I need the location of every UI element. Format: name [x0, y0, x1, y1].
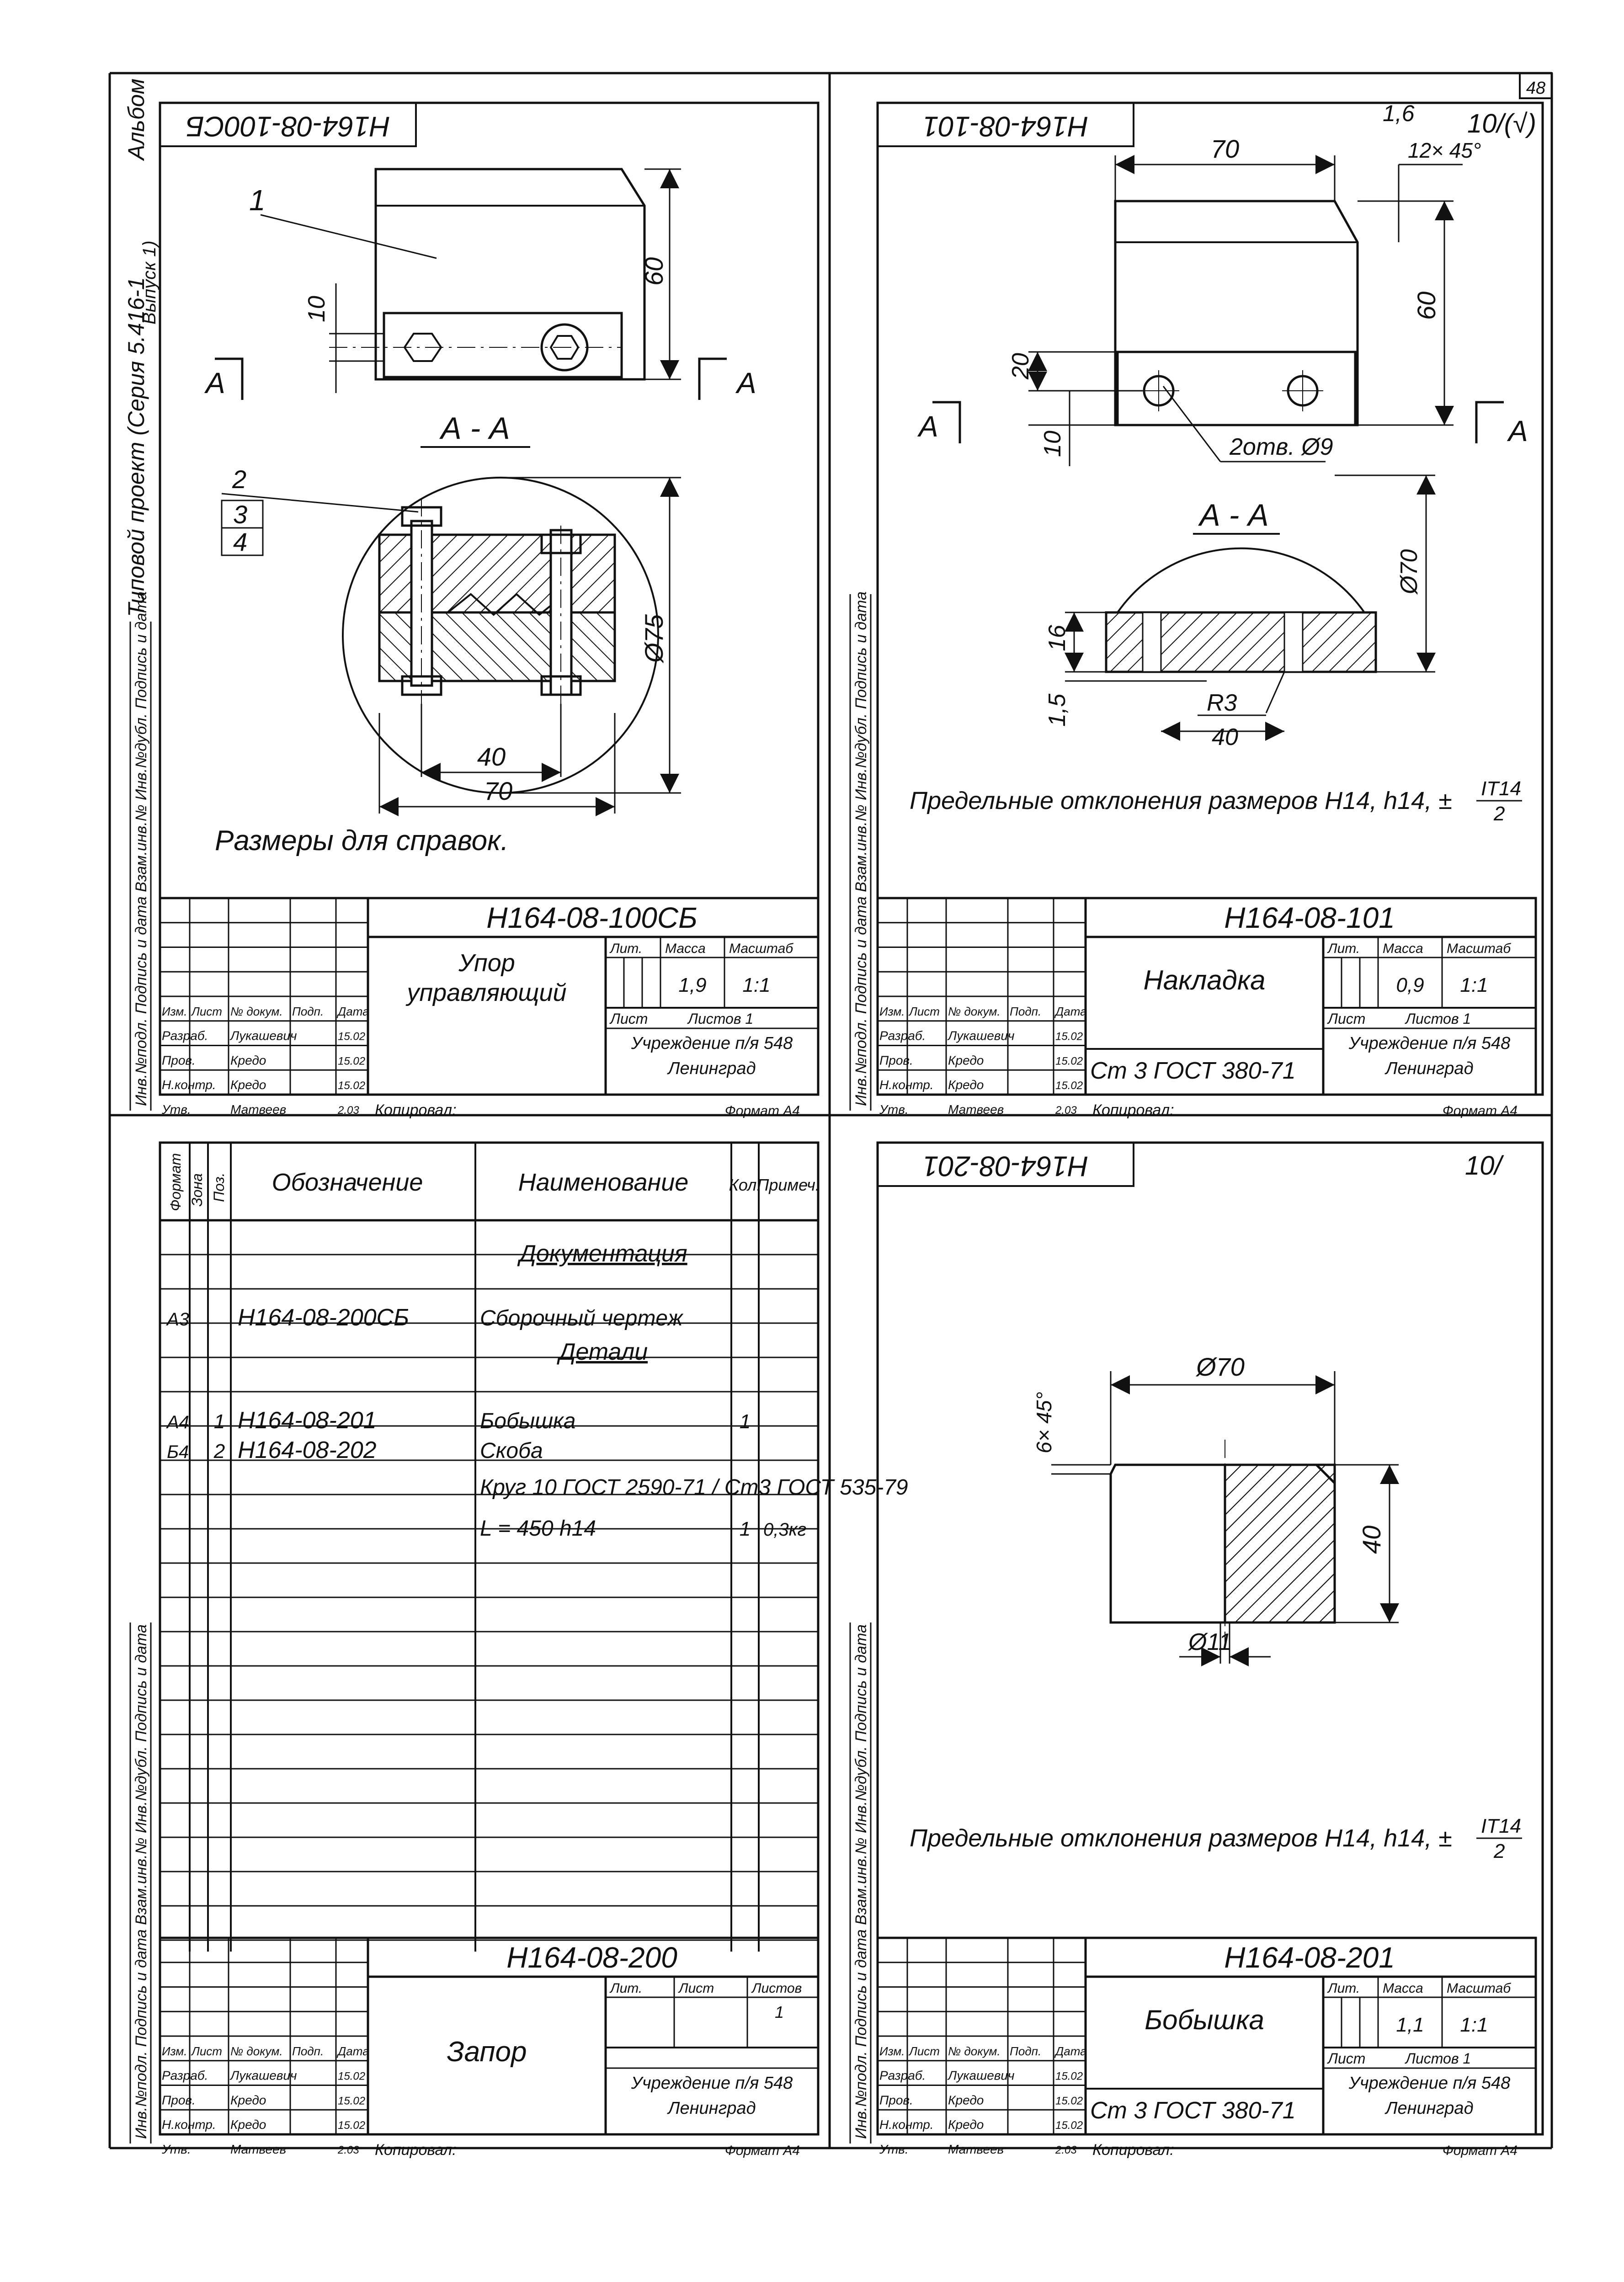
spec-hdr-format: Формат: [167, 1153, 184, 1211]
spec-row: [166, 1304, 684, 1331]
tolerance-note-den-101: 2: [1494, 803, 1505, 825]
tb-role-date: 2.03: [338, 1104, 359, 1117]
dim-70-101: 70: [1210, 134, 1240, 163]
spec-cell-format: Б4: [167, 1442, 189, 1462]
tb-scale: 1:1: [1460, 2014, 1488, 2036]
tb-name: Упор: [458, 949, 515, 977]
tb-hdr-label: № докум.: [948, 2044, 1001, 2058]
spec-table: [160, 1143, 908, 1952]
title-block-201: [878, 1938, 1536, 2159]
tb-role: Пров.: [162, 2093, 196, 2107]
tb-city: Ленинград: [1385, 2099, 1474, 2118]
spec-cell-designation: Н164-08-202: [238, 1437, 377, 1463]
tb-hdr-label: Подп.: [1010, 1004, 1042, 1018]
tb-role: Н.контр.: [162, 2117, 216, 2132]
side-strip-bottom-left: [130, 1622, 151, 2144]
tb-city: Ленинград: [668, 2099, 756, 2118]
dim-16-101: 16: [1044, 625, 1070, 651]
tb-sheet: Лист: [1328, 2050, 1366, 2067]
tb-role-name: Кредо: [230, 2117, 266, 2132]
tb-role-name: Лукашевич: [948, 2068, 1015, 2083]
leader-3-100: 3: [233, 500, 248, 529]
tb-sheet: Лист: [1328, 1011, 1366, 1027]
tb-hdr-label: Лист: [192, 1004, 222, 1018]
corner-stamp-code-201: Н164-08-201: [923, 1150, 1088, 1182]
spec-cell-pos: 2: [213, 1440, 225, 1463]
dim-40-101: 40: [1212, 724, 1238, 750]
spec-cell-name: Документация: [519, 1240, 687, 1267]
tb-role-date: 15.02: [1055, 1055, 1083, 1068]
tb-material: Ст 3 ГОСТ 380-71: [1090, 1058, 1296, 1084]
tb-name: Запор: [447, 2036, 527, 2068]
section-view-101: [1044, 475, 1435, 750]
spec-rows: [166, 1240, 908, 1541]
tb-role: Утв.: [162, 1102, 191, 1117]
tb-lit-hdr: Лит.: [610, 1981, 643, 1996]
spec-cell-qty: 1: [739, 1518, 751, 1540]
leader-2-100: 2: [232, 465, 247, 494]
spec-row: [557, 1339, 648, 1365]
tb-code: Н164-08-101: [1224, 901, 1395, 934]
spec-row: [167, 1437, 543, 1463]
tb-copied: Копировал:: [375, 1101, 457, 1119]
spec-cell-note: 0,3кг: [763, 1520, 807, 1540]
tb-role-name: Кредо: [948, 2093, 984, 2107]
tb-org: Учреждение п/я 548: [1348, 2074, 1511, 2093]
tb-role-name: Кредо: [230, 2093, 266, 2107]
spec-cell-designation: Н164-08-201: [238, 1407, 377, 1434]
dim-d75-100: Ø75: [639, 614, 668, 663]
tb-lit-hdr: Лит.: [1328, 1981, 1360, 1996]
tolerance-note-num-101: IT14: [1481, 777, 1522, 800]
tb-role: Н.контр.: [879, 1078, 934, 1092]
tb-role-date: 15.02: [338, 1055, 366, 1068]
tb-hdr-label: № докум.: [230, 1004, 283, 1018]
tb-hdr-label: № докум.: [948, 1004, 1001, 1018]
tb-role-date: 15.02: [1055, 2070, 1083, 2083]
tb-hdr-label: Изм.: [162, 2044, 187, 2058]
title-block-200: [160, 1938, 818, 2159]
tolerance-note-101: [910, 777, 1522, 825]
spec-cell-format: А4: [167, 1412, 189, 1432]
tb-sheets-count: 1: [774, 2003, 784, 2021]
chamfer-201: 6× 45°: [1032, 1392, 1056, 1453]
tb-hdr-label: Изм.: [879, 2044, 905, 2058]
side-strip-text-top-left: Инв.№подл. Подпись и дата Взам.инв.№ Инв.№дубл. Подпись и дата: [133, 591, 150, 1106]
tb-role: Н.контр.: [162, 1078, 216, 1092]
tb-role: Утв.: [879, 1102, 909, 1117]
leader-1-100: 1: [249, 184, 266, 217]
spec-hdr-zone: Зона: [189, 1173, 205, 1207]
tb-scale-hdr: Масштаб: [729, 941, 793, 956]
tb-mass: 1,1: [1396, 2014, 1424, 2036]
tb-scale-hdr: Масштаб: [1447, 941, 1511, 956]
title-block-101: [878, 898, 1536, 1119]
dim-40-201: 40: [1357, 1525, 1386, 1554]
roughness-symbol-101: 10/(√): [1467, 109, 1537, 138]
tb-copied: Копировал:: [1092, 2141, 1174, 2159]
corner-stamp-code-101: Н164-08-101: [923, 110, 1088, 142]
dim-70-100: 70: [484, 777, 513, 805]
spec-cell-name: Сборочный чертеж: [480, 1306, 683, 1330]
tb-role: Разраб.: [879, 2068, 926, 2083]
sheet-101: [878, 101, 1543, 1095]
side-strip-text-bottom-right: Инв.№подл. Подпись и дата Взам.инв.№ Инв.№дубл. Подпись и дата: [852, 1624, 870, 2139]
tb-role: Пров.: [879, 1053, 913, 1068]
tb-role-date: 15.02: [1055, 1080, 1083, 1092]
dim-60-101: 60: [1412, 291, 1441, 320]
tb-mass: 0,9: [1396, 974, 1424, 996]
tb-copied: Копировал:: [1092, 1101, 1174, 1119]
tb-role-name: Лукашевич: [948, 1028, 1015, 1043]
spec-row: [166, 1407, 751, 1434]
holes-label-101: 2отв. Ø9: [1230, 434, 1333, 460]
roughness-value-101: 1,6: [1383, 101, 1415, 126]
tb-hdr-label: Подп.: [292, 1004, 324, 1018]
tb-role-date: 15.02: [338, 2095, 366, 2107]
corner-stamp-code-100: Н164-08-100СБ: [186, 110, 390, 142]
spec-cell-qty: 1: [739, 1410, 751, 1433]
side-strip-top-left: [130, 591, 151, 1111]
spec-cell-name: Круг 10 ГОСТ 2590-71 / Ст3 ГОСТ 535-79: [480, 1475, 908, 1500]
tb-code: Н164-08-200: [506, 1941, 677, 1974]
spec-cell-designation: Н164-08-200СБ: [238, 1304, 409, 1331]
tb-sheets: Листов 1: [1406, 2050, 1471, 2067]
spec-row: [517, 1240, 687, 1267]
dim-10-101: 10: [1039, 431, 1066, 457]
tb-role: Утв.: [162, 2142, 191, 2156]
tb-sheets: Листов 1: [1406, 1011, 1471, 1027]
corner-stamp-201: [878, 1143, 1134, 1186]
tb-hdr-label: Лист: [909, 1004, 940, 1018]
tb-role-date: 15.02: [338, 1080, 366, 1092]
tb-sheets-hdr: Листов: [752, 1981, 802, 1996]
tb-format: Формат А4: [724, 1103, 800, 1118]
dim-20-101: 20: [1007, 353, 1034, 379]
tb-role: Разраб.: [879, 1028, 926, 1043]
corner-stamp-101: [878, 103, 1134, 146]
tb-role: Утв.: [879, 2142, 909, 2156]
front-view-101: [917, 134, 1528, 466]
tb-role-date: 15.02: [1055, 1030, 1083, 1043]
tb-role-date: 15.02: [338, 2119, 366, 2132]
sheet-201: [878, 1143, 1543, 2134]
side-strip-bottom-right: [850, 1622, 871, 2144]
section-mark-right-100: А: [737, 367, 756, 399]
album-issue-text: Выпуск 1): [139, 240, 160, 324]
tb-role-date: 2.03: [1055, 1104, 1077, 1117]
spec-cell-pos: 1: [213, 1410, 225, 1433]
tb-role: Н.контр.: [879, 2117, 934, 2132]
corner-stamp-100: [160, 103, 416, 146]
spec-hdr-qty: Кол.: [729, 1176, 761, 1194]
dim-1-5-101: 1,5: [1044, 693, 1070, 727]
roughness-symbol-201: 10/: [1465, 1151, 1502, 1181]
front-view-100: [204, 169, 756, 400]
tb-role: Пров.: [879, 2093, 913, 2107]
section-view-100: [222, 411, 681, 814]
sheet-100: [160, 103, 818, 1095]
tolerance-note-den-201: 2: [1494, 1840, 1505, 1862]
spec-hdr-pos: Поз.: [211, 1172, 227, 1202]
dim-d70-201: Ø70: [1196, 1352, 1245, 1381]
tb-role: Пров.: [162, 1053, 196, 1068]
section-title-101: А - А: [1199, 498, 1269, 532]
tb-role-name: Кредо: [948, 1078, 984, 1092]
spec-cell-name: L = 450 h14: [480, 1516, 596, 1541]
tb-hdr-label: Дата: [338, 2044, 369, 2058]
tb-role-name: Лукашевич: [230, 2068, 297, 2083]
note-100: Размеры для справок.: [215, 825, 509, 856]
tb-code: Н164-08-201: [1224, 1941, 1395, 1974]
tb-hdr-label: Дата: [1055, 2044, 1087, 2058]
tb-role-date: 2.03: [338, 2144, 359, 2156]
spec-cell-name: Детали: [559, 1339, 648, 1365]
spec-hdr-name: Наименование: [518, 1169, 689, 1196]
spec-row: [480, 1475, 908, 1500]
tb-role: Разраб.: [162, 1028, 208, 1043]
tb-format: Формат А4: [1442, 2143, 1518, 2158]
tb-role-name: Матвеев: [230, 1102, 287, 1117]
tb-hdr-label: Подп.: [292, 2044, 324, 2058]
tb-mass-hdr: Масса: [1383, 941, 1423, 956]
tb-lit-hdr: Лит.: [610, 941, 643, 956]
side-strip-top-right: [850, 591, 871, 1111]
side-strip-text-bottom-left: Инв.№подл. Подпись и дата Взам.инв.№ Инв.№дубл. Подпись и дата: [133, 1624, 150, 2139]
tb-hdr-label: № докум.: [230, 2044, 283, 2058]
section-mark-left-100: А: [206, 367, 225, 399]
roughness-101: [1383, 101, 1536, 138]
tolerance-note-201: [910, 1815, 1522, 1862]
spec-cell-format: А3: [167, 1309, 189, 1330]
album-series-text: Типовой проект (Серия 5.416-1: [123, 277, 149, 617]
tb-scale-hdr: Масштаб: [1447, 1981, 1511, 1996]
front-view-201: [1032, 1352, 1399, 1664]
page-number: 48: [1526, 79, 1546, 98]
tb-role-name: Матвеев: [230, 2142, 287, 2156]
leader-4-100: 4: [233, 527, 248, 556]
dim-d70-101: Ø70: [1396, 549, 1422, 594]
tb-role: Разраб.: [162, 2068, 208, 2083]
tb-role-name: Кредо: [230, 1078, 266, 1092]
tb-format: Формат А4: [724, 2143, 800, 2158]
tb-material: Ст 3 ГОСТ 380-71: [1090, 2097, 1296, 2124]
tb-sheet: Лист: [610, 1011, 648, 1027]
tb-role-date: 15.02: [338, 1030, 366, 1043]
tb-hdr-label: Дата: [1055, 1004, 1087, 1018]
tb-role-name: Лукашевич: [230, 1028, 297, 1043]
tb-role-date: 2.03: [1055, 2144, 1077, 2156]
dim-10-100: 10: [304, 296, 330, 322]
section-title-100: А - А: [441, 411, 510, 446]
album-name: Альбом: [123, 78, 149, 160]
album-label: [123, 79, 160, 617]
tb-role-name: Кредо: [230, 1053, 266, 1068]
tb-org: Учреждение п/я 548: [1348, 1034, 1511, 1053]
section-mark-right-101: А: [1508, 415, 1528, 447]
tolerance-note-text-201: Предельные отклонения размеров Н14, h14, ±: [910, 1825, 1452, 1852]
tb-sheet-hdr: Лист: [679, 1981, 714, 1996]
tb-role-date: 15.02: [338, 2070, 366, 2083]
tb-sheets: Листов 1: [688, 1011, 754, 1027]
tb-role-name: Кредо: [948, 1053, 984, 1068]
dim-d11-201: Ø11: [1188, 1629, 1232, 1655]
title-block-100: [160, 898, 818, 1119]
tb-role-date: 15.02: [1055, 2119, 1083, 2132]
dim-60-100: 60: [639, 257, 668, 286]
tb-name: Бобышка: [1145, 2005, 1264, 2035]
tb-role-name: Матвеев: [948, 1102, 1004, 1117]
tb-hdr-label: Дата: [338, 1004, 369, 1018]
tb-copied: Копировал:: [375, 2141, 457, 2159]
dim-40-100: 40: [477, 742, 506, 771]
dim-r3-101: R3: [1207, 690, 1237, 716]
tb-role-name: Матвеев: [948, 2142, 1004, 2156]
tb-hdr-label: Изм.: [879, 1004, 905, 1018]
tb-format: Формат А4: [1442, 1103, 1518, 1118]
spec-hdr-note: Примеч.: [757, 1176, 820, 1194]
tb-hdr-label: Лист: [192, 2044, 222, 2058]
spec-hdr-designation: Обозначение: [272, 1169, 423, 1196]
tb-hdr-label: Изм.: [162, 1004, 187, 1018]
tb-org: Учреждение п/я 548: [631, 2074, 793, 2093]
tb-name: Накладка: [1143, 965, 1266, 995]
section-mark-left-101: А: [919, 410, 938, 443]
tb-city: Ленинград: [668, 1059, 756, 1078]
tb-role-date: 15.02: [1055, 2095, 1083, 2107]
tb-lit-hdr: Лит.: [1328, 941, 1360, 956]
tb-role-name: Кредо: [948, 2117, 984, 2132]
tolerance-note-text-101: Предельные отклонения размеров Н14, h14, ±: [910, 787, 1452, 814]
spec-cell-name: Скоба: [480, 1439, 543, 1463]
tb-scale: 1:1: [1460, 974, 1488, 996]
tb-code: Н164-08-100СБ: [486, 901, 698, 934]
tb-hdr-label: Подп.: [1010, 2044, 1042, 2058]
tb-mass-hdr: Масса: [665, 941, 706, 956]
side-strip-text-top-right: Инв.№подл. Подпись и дата Взам.инв.№ Инв.№дубл. Подпись и дата: [852, 591, 870, 1106]
tb-mass: 1,9: [678, 974, 707, 996]
chamfer-101: 12× 45°: [1408, 138, 1481, 162]
page-number-box: [1520, 73, 1552, 98]
spec-grid-lines: [160, 1255, 818, 1940]
tb-hdr-label: Лист: [909, 2044, 940, 2058]
tb-scale: 1:1: [742, 974, 771, 996]
tb-mass-hdr: Масса: [1383, 1981, 1423, 1996]
tb-name-2: управляющий: [407, 979, 567, 1006]
spec-cell-name: Бобышка: [480, 1409, 576, 1433]
tb-org: Учреждение п/я 548: [631, 1034, 793, 1053]
tb-city: Ленинград: [1385, 1059, 1474, 1078]
tolerance-note-num-201: IT14: [1481, 1815, 1522, 1837]
